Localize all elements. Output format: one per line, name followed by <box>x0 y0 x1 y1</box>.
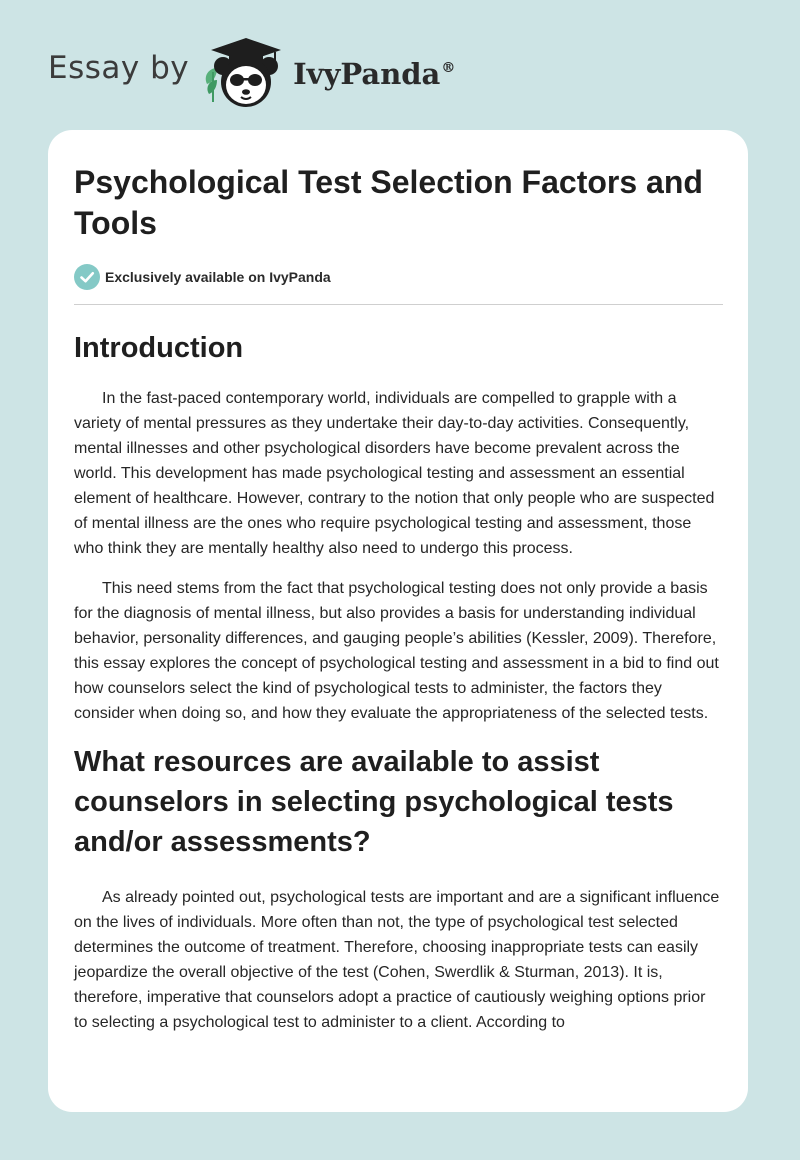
paragraph: This need stems from the fact that psychological testing does not only provide a basis for the diagnosis of mental illness, but also provides a basis for understanding individual behavior, personality differences, and gauging people’s abilities (Kessler, 2009). Therefore, this essay explores the concept of psychological testing and assessment in a bid to find out how counselors select the kind of psychological tests to administer, the factors they consider when doing so, and how they evaluate the appropriateness of the selected tests. <box>74 580 719 722</box>
exclusive-badge-text: Exclusively available on IvyPanda <box>105 269 331 285</box>
paragraph: As already pointed out, psychological tests are important and are a significant influence on the lives of individuals. More often than not, the type of psychological test selected determines the outcome of treatment. Therefore, choosing inappropriate tests can easily jeopardize the overall objective of the test (Cohen, Swerdlik & Sturman, 2013). It is, therefore, imperative that counselors adopt a practice of cautiously weighing options prior to selecting a psychological test to administer to a client. According to <box>74 889 720 1031</box>
essay-content <box>48 130 748 1035</box>
brand-name: IvyPanda® <box>293 57 456 91</box>
essay-title: Psychological Test Selection Factors and Tools <box>74 164 703 241</box>
exclusive-badge <box>74 264 722 290</box>
registered-mark: ® <box>441 60 456 76</box>
panda-logo-icon <box>201 32 291 112</box>
paragraph: In the fast-paced contemporary world, individuals are compelled to grapple with a variety of mental pressures as they undertake their day-to-day activities. Consequently, mental illnesses and other psychological disorders have become prevalent across the world. This development has made psychological testing and assessment an essential element of healthcare. However, contrary to the notion that only people who are suspected of mental illness are the ones who require psychological testing and assessment, those who think they are mentally healthy also need to undergo this process. <box>74 390 715 557</box>
section-heading-resources: What resources are available to assist counselors in selecting psychological tests and/or assessments? <box>74 746 674 858</box>
essay-card <box>48 130 748 1112</box>
brand-prefix: Essay by <box>48 50 190 86</box>
section-heading-introduction: Introduction <box>74 332 244 364</box>
check-circle-icon <box>74 264 100 290</box>
site-brand[interactable] <box>48 32 455 112</box>
title-divider <box>74 304 723 305</box>
